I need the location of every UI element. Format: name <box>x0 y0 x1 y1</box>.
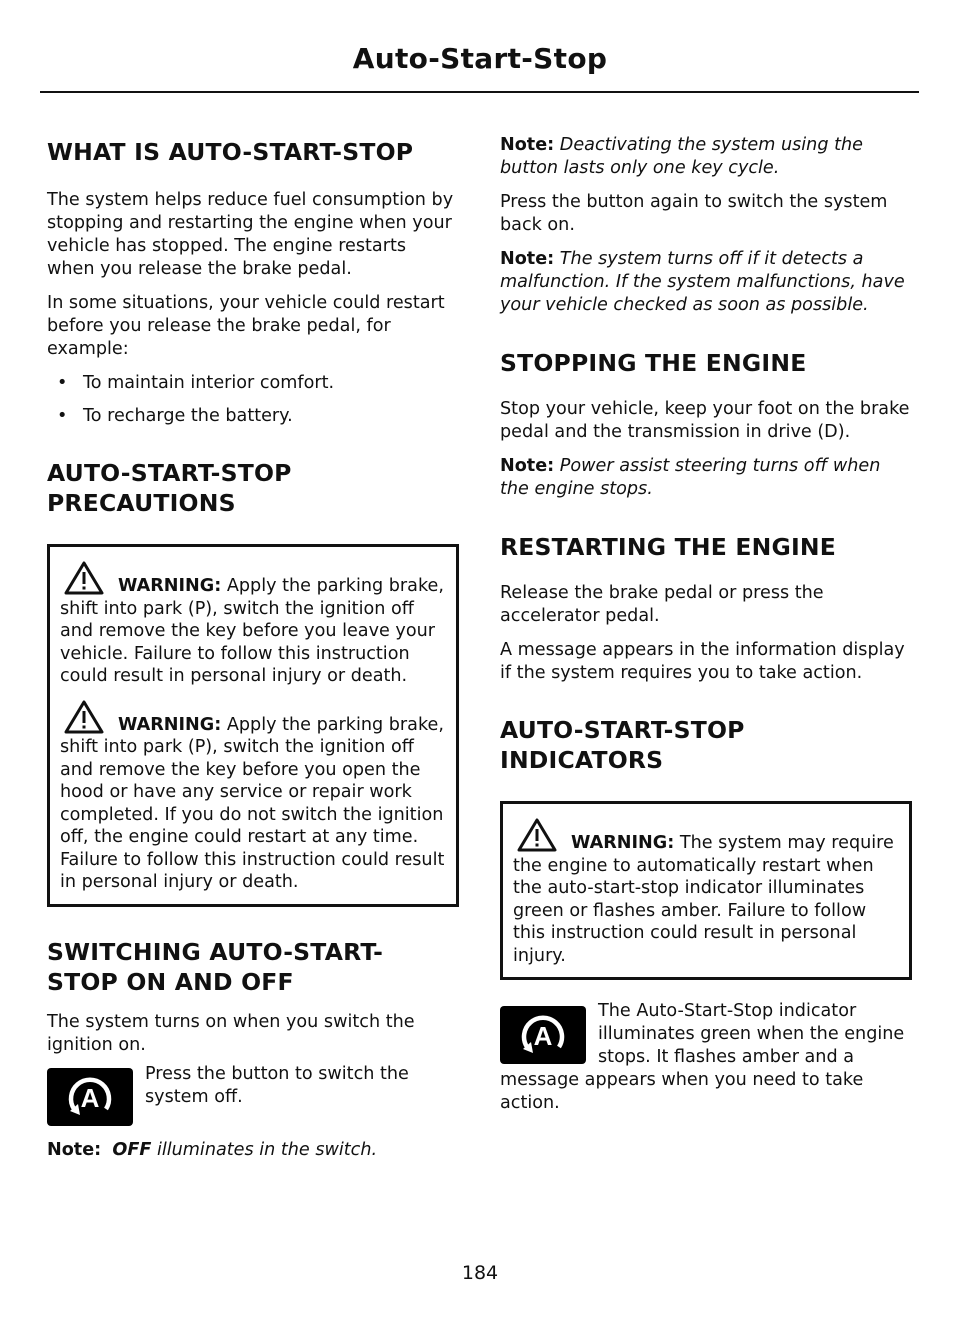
page-header-title: Auto-Start-Stop <box>352 42 608 75</box>
note-malfunction: Note: The system turns off if it detects a malfunction. If the system malfunctions, have your vehicle checked as soon as possible. <box>500 249 905 315</box>
bullet-icon: • <box>57 373 68 393</box>
indicator-row <box>500 1000 912 1115</box>
warning-paragraph: WARNING: Apply the parking brake, shift into park (P), switch the ignition off and remove the key before you open the hood or have any service or repair work completed. If you do not switch the ignition off, the engine could restart at any time. Failure to follow this instruction could result in personal injury or death. <box>60 700 448 894</box>
switching-heading: SWITCHING AUTO-START- STOP ON AND OFF <box>47 937 384 996</box>
restarting-paragraph-1: Release the brake pedal or press the accelerator pedal. <box>500 583 824 626</box>
switching-paragraph-1: The system turns on when you switch the ignition on. <box>47 1011 415 1055</box>
stopping-paragraph: Stop your vehicle, keep your foot on the brake pedal and the transmission in drive (D). <box>500 399 910 442</box>
indicators-warning-box <box>500 801 912 980</box>
indicator-letter: A <box>533 1021 553 1051</box>
example-list <box>47 372 459 428</box>
what-is-heading: WHAT IS AUTO-START-STOP <box>47 138 414 166</box>
stopping-heading: STOPPING THE ENGINE <box>500 349 807 377</box>
indicator-letter: A <box>80 1082 100 1113</box>
warning-paragraph: WARNING: Apply the parking brake, shift into park (P), switch the ignition off and remove the key before you leave your vehicle. Failure to follow this instruction could result in personal injury or death. <box>60 561 448 688</box>
precautions-heading: AUTO-START-STOP PRECAUTIONS <box>47 459 292 517</box>
what-is-paragraph-2: In some situations, your vehicle could restart before you release the brake pedal, for example: <box>47 293 445 359</box>
precautions-warning-box <box>47 544 459 907</box>
press-again-paragraph: Press the button again to switch the system back on. <box>500 192 888 235</box>
warning-triangle-icon <box>64 700 112 734</box>
restarting-paragraph-2: A message appears in the information display if the system requires you to take action. <box>500 640 905 683</box>
auto-start-stop-indicator-icon <box>500 1006 586 1064</box>
list-item: • To maintain interior comfort. <box>57 373 335 393</box>
restarting-heading: RESTARTING THE ENGINE <box>500 533 837 561</box>
auto-start-stop-button-icon <box>47 1068 133 1126</box>
bullet-icon: • <box>57 406 68 426</box>
indicator-paragraph: The Auto-Start-Stop indicator illuminates green when the engine stops. It flashes amber and a message appears when you need to take action. <box>500 1001 905 1113</box>
what-is-paragraph-1: The system helps reduce fuel consumption by stopping and restarting the engine when your vehicle has stopped. The engine restarts when you release the brake pedal. <box>47 190 454 279</box>
warning-triangle-icon <box>64 561 112 595</box>
page-number: 184 <box>461 1262 499 1284</box>
warning-triangle-icon <box>517 818 565 852</box>
switching-paragraph-2: Press the button to switch the system off. <box>145 1063 409 1107</box>
switch-row <box>47 1063 459 1126</box>
header-divider <box>40 91 919 93</box>
note-off: Note: OFF illuminates in the switch. <box>47 1139 378 1160</box>
left-column <box>47 128 459 1162</box>
note-power-steering: Note: Power assist steering turns off when the engine stops. <box>500 456 881 499</box>
note-deactivating: Note: Deactivating the system using the button lasts only one key cycle. <box>500 135 863 178</box>
list-item: • To recharge the battery. <box>57 406 293 426</box>
right-column <box>500 134 912 1115</box>
warning-paragraph: WARNING: The system may require the engine to automatically restart when the auto-start-stop indicator illuminates green or flashes amber. Failure to follow this instruction could result in personal injury. <box>513 818 901 967</box>
indicators-heading: AUTO-START-STOP INDICATORS <box>500 716 745 774</box>
